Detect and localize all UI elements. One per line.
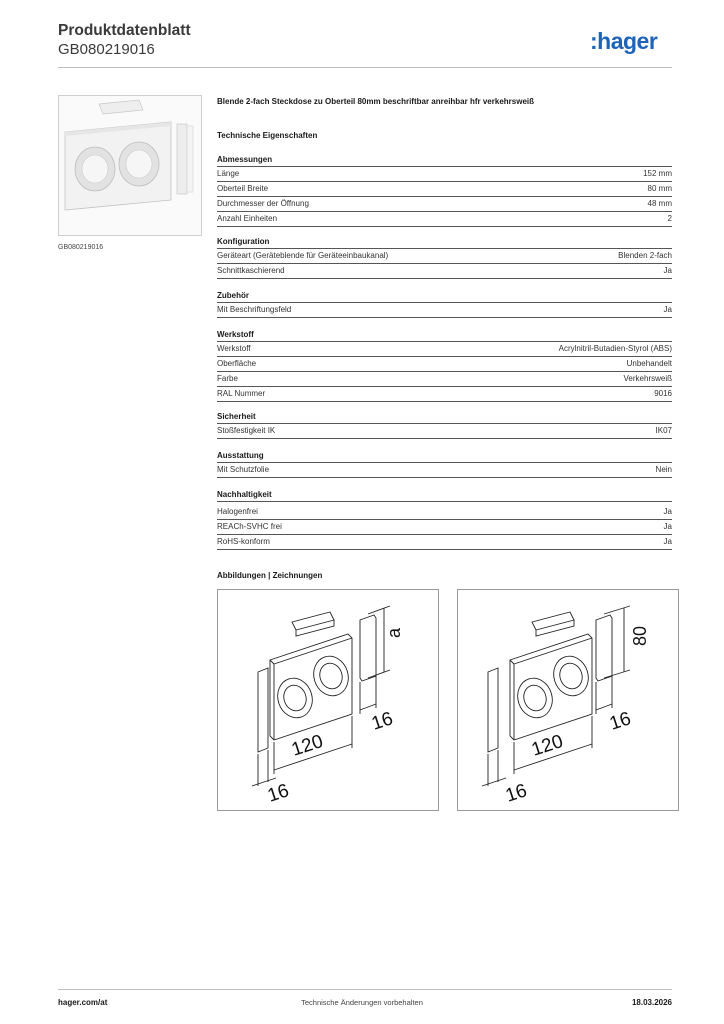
depth-dimension-label: 16: [607, 708, 634, 735]
property-label: Geräteart (Geräteblende für Geräteeinbaukanal): [217, 251, 389, 260]
property-row: [217, 167, 672, 182]
side-dimension-label: 16: [503, 780, 530, 807]
section-zubehoer: [217, 291, 672, 318]
article-number: GB080219016: [58, 41, 155, 58]
section-title: Werkstoff: [217, 330, 672, 342]
property-row: [217, 372, 672, 387]
width-dimension-label: 120: [529, 730, 566, 761]
section-title: Zubehör: [217, 291, 672, 303]
property-label: Mit Beschriftungsfeld: [217, 305, 292, 314]
property-value: Acrylnitril-Butadien-Styrol (ABS): [558, 344, 672, 353]
page-title: Produktdatenblatt: [58, 22, 191, 39]
property-row: [217, 520, 672, 535]
drawing-left: [217, 589, 439, 811]
property-label: Farbe: [217, 374, 238, 383]
product-photo: [59, 96, 201, 235]
section-title: Abmessungen: [217, 155, 672, 167]
property-value: Ja: [663, 507, 672, 516]
header-divider: [58, 67, 672, 68]
property-label: Oberteil Breite: [217, 184, 269, 193]
property-row: [217, 264, 672, 279]
dimension-drawing: [218, 590, 438, 810]
property-value: 152 mm: [643, 169, 672, 178]
property-value: Verkehrsweiß: [623, 374, 672, 383]
product-title: Blende 2-fach Steckdose zu Oberteil 80mm beschriftbar anreihbar hfr verkehrsweiß: [217, 97, 534, 106]
property-row: [217, 424, 672, 439]
section-nachhaltigkeit: [217, 490, 672, 550]
property-label: Länge: [217, 169, 240, 178]
property-value: Ja: [663, 266, 672, 275]
product-thumbnail: [58, 95, 202, 236]
section-title: Sicherheit: [217, 412, 672, 424]
property-label: REACh-SVHC frei: [217, 522, 282, 531]
section-konfiguration: [217, 237, 672, 279]
property-label: Halogenfrei: [217, 507, 258, 516]
property-row: [217, 535, 672, 550]
property-value: IK07: [655, 426, 672, 435]
property-value: Blenden 2-fach: [618, 251, 672, 260]
depth-dimension-label: 16: [369, 708, 396, 735]
properties-heading: Technische Eigenschaften: [217, 131, 318, 140]
property-row: [217, 463, 672, 478]
section-title: Nachhaltigkeit: [217, 490, 672, 502]
property-value: 2: [667, 214, 672, 223]
height-dimension-label: a: [384, 627, 404, 638]
property-label: Oberfläche: [217, 359, 257, 368]
property-label: Werkstoff: [217, 344, 251, 353]
drawing-right: [457, 589, 679, 811]
property-label: Stoßfestigkeit IK: [217, 426, 276, 435]
property-label: Mit Schutzfolie: [217, 465, 270, 474]
section-title: Konfiguration: [217, 237, 672, 249]
property-value: Ja: [663, 522, 672, 531]
property-label: RAL Nummer: [217, 389, 266, 398]
property-label: Anzahl Einheiten: [217, 214, 278, 223]
footer-date: 18.03.2026: [631, 998, 672, 1007]
property-value: Ja: [663, 305, 672, 314]
property-label: Durchmesser der Öffnung: [217, 199, 309, 208]
property-value: Nein: [655, 465, 672, 474]
property-row: [217, 197, 672, 212]
property-value: Ja: [663, 537, 672, 546]
drawings-heading: Abbildungen | Zeichnungen: [217, 571, 323, 580]
property-row: [217, 249, 672, 264]
property-row: [217, 212, 672, 227]
property-label: Schnittkaschierend: [217, 266, 285, 275]
width-dimension-label: 120: [289, 730, 326, 761]
property-row: [217, 505, 672, 520]
property-value: 9016: [654, 389, 672, 398]
section-sicherheit: [217, 412, 672, 439]
property-row: [217, 303, 672, 318]
section-ausstattung: [217, 451, 672, 478]
side-dimension-label: 16: [265, 780, 292, 807]
footer-notice: Technische Änderungen vorbehalten: [301, 998, 423, 1007]
property-value: Unbehandelt: [626, 359, 672, 368]
dimension-drawing: [458, 590, 678, 810]
property-row: [217, 182, 672, 197]
property-row: [217, 387, 672, 402]
property-row: [217, 357, 672, 372]
property-value: 48 mm: [647, 199, 672, 208]
section-abmessungen: [217, 155, 672, 227]
hager-logo: :hager: [590, 28, 658, 54]
height-dimension-label: 80: [630, 625, 650, 646]
property-row: [217, 342, 672, 357]
section-werkstoff: [217, 330, 672, 402]
property-value: 80 mm: [647, 184, 672, 193]
footer-website-link[interactable]: hager.com/at: [58, 998, 108, 1007]
footer-divider: [58, 989, 672, 990]
section-title: Ausstattung: [217, 451, 672, 463]
property-label: RoHS-konform: [217, 537, 270, 546]
thumbnail-caption: GB080219016: [58, 244, 104, 251]
